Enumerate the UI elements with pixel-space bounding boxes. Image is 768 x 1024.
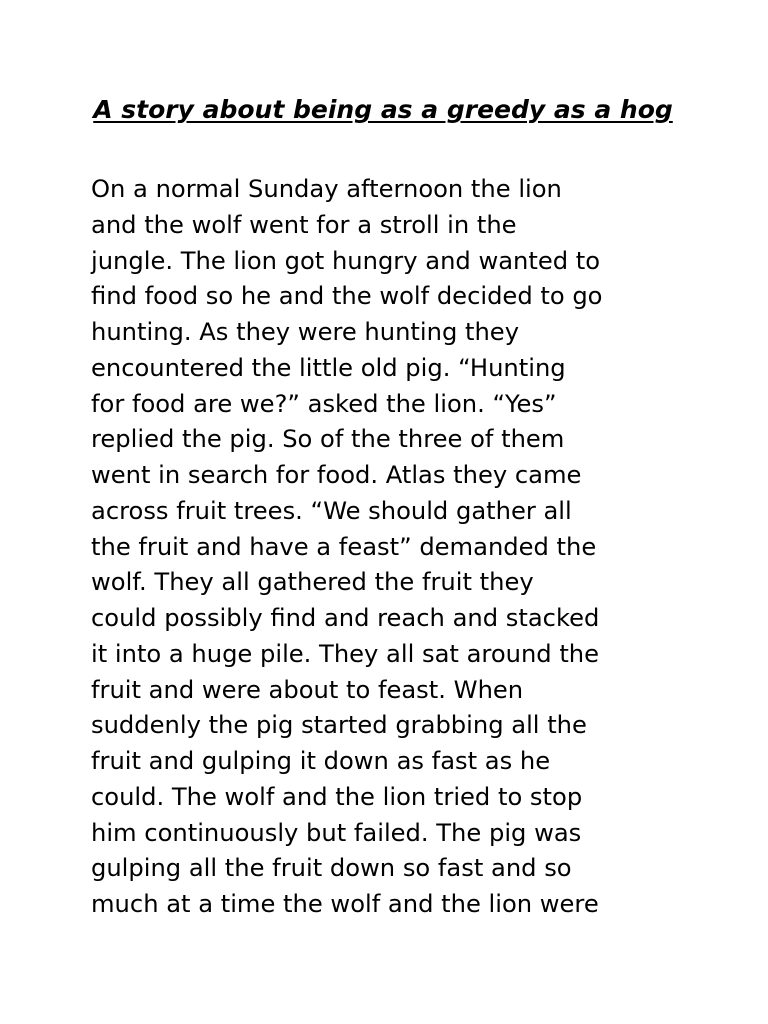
- body-line-3: jungle. The lion got hungry and wanted to: [91, 246, 601, 275]
- body-line-7: for food are we?” asked the lion. “Yes”: [91, 389, 557, 418]
- body-line-9: went in search for food. Atlas they came: [91, 461, 582, 489]
- body-line-20: gulping all the fruit down so fast and so: [91, 854, 572, 883]
- story-body: [91, 172, 691, 923]
- body-line-6: encountered the little old pig. “Hunting: [91, 353, 566, 382]
- body-line-8: replied the pig. So of the three of them: [91, 425, 565, 454]
- body-line-1: On a normal Sunday afternoon the lion: [91, 175, 562, 203]
- story-title: A story about being as a greedy as a hog: [93, 95, 673, 124]
- body-line-13: could possibly find and reach and stacked: [91, 604, 600, 632]
- body-line-5: hunting. As they were hunting they: [91, 318, 520, 346]
- body-line-18: could. The wolf and the lion tried to stop: [91, 782, 583, 811]
- body-line-17: fruit and gulping it down as fast as he: [91, 747, 551, 775]
- body-line-12: wolf. They all gathered the fruit they: [91, 568, 534, 597]
- body-line-19: him continuously but failed. The pig was: [91, 818, 582, 847]
- body-line-14: it into a huge pile. They all sat around the: [91, 639, 600, 668]
- body-line-10: across fruit trees. “We should gather all: [91, 496, 572, 525]
- body-line-15: fruit and were about to feast. When: [91, 675, 524, 704]
- body-line-4: find food so he and the wolf decided to go: [91, 282, 603, 311]
- body-line-16: suddenly the pig started grabbing all the: [91, 711, 587, 740]
- body-line-2: and the wolf went for a stroll in the: [91, 210, 517, 239]
- body-line-11: the fruit and have a feast” demanded the: [91, 532, 597, 561]
- body-line-21: much at a time the wolf and the lion were: [91, 890, 599, 918]
